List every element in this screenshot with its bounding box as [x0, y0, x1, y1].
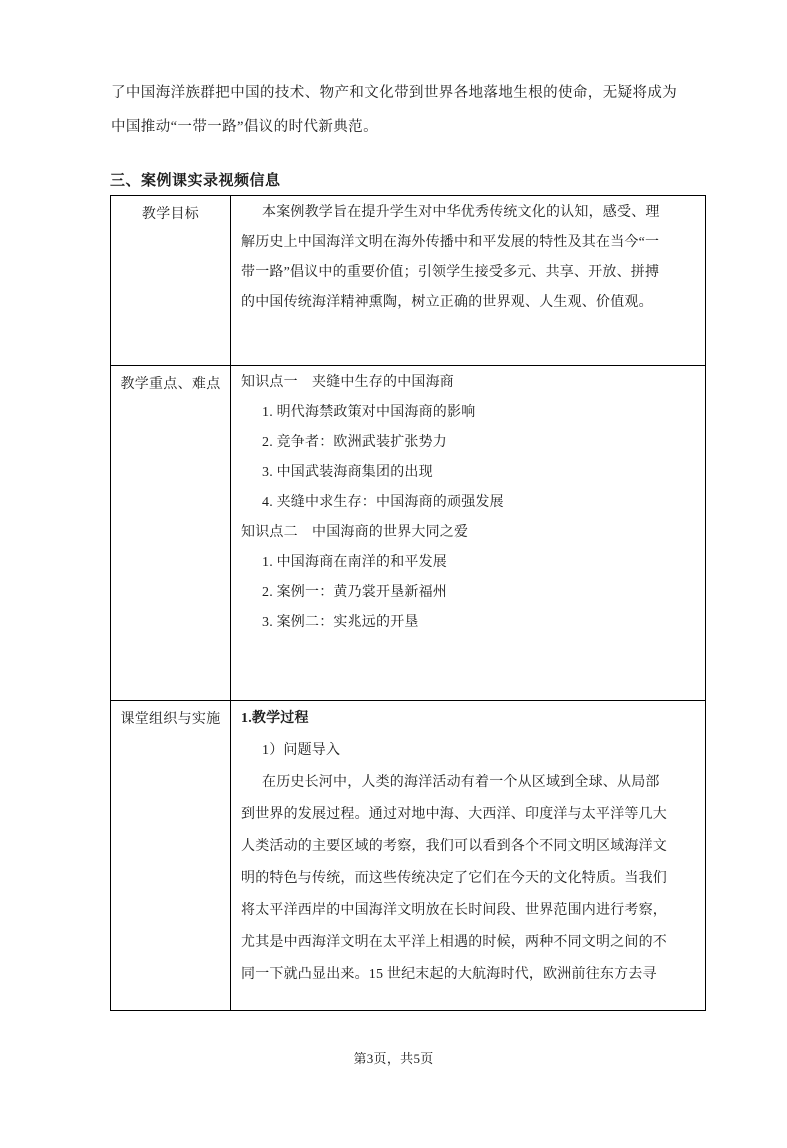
content-line: 知识点二 中国海商的世界大同之爱	[241, 525, 469, 540]
content-line: 2. 案例一：黄乃裳开垦新福州	[262, 585, 447, 600]
table-row-class-organization	[111, 701, 706, 1011]
content-line: 知识点一 夹缝中生存的中国海商	[241, 375, 454, 390]
content-line: 明的特色与传统，而这些传统决定了它们在今天的文化特质。当我们	[241, 871, 667, 886]
row-label-key-points: 教学重点、难点	[111, 366, 231, 701]
content-line: 将太平洋西岸的中国海洋文明放在长时间段、世界范围内进行考察，	[241, 903, 667, 918]
content-line: 到世界的发展过程。通过对地中海、大西洋、印度洋与太平洋等几大	[241, 807, 667, 822]
content-line: 1. 明代海禁政策对中国海商的影响	[262, 405, 476, 420]
content-line: 尤其是中西海洋文明在太平洋上相遇的时候，两种不同文明之间的不	[241, 935, 667, 950]
video-info-table	[110, 195, 706, 1011]
content-line: 在历史长河中，人类的海洋活动有着一个从区域到全球、从局部	[262, 775, 660, 790]
content-line: 1.教学过程	[241, 711, 309, 726]
row-label-teaching-goals: 教学目标	[111, 196, 231, 366]
row-content-teaching-goals	[231, 196, 706, 366]
page-number: 第3页，共5页	[353, 1051, 434, 1066]
content-line: 4. 夹缝中求生存：中国海商的顽强发展	[262, 495, 504, 510]
intro-line: 中国推动“一带一路”倡议的时代新典范。	[111, 119, 378, 135]
content-line: 1）问题导入	[262, 743, 341, 758]
content-line: 1. 中国海商在南洋的和平发展	[262, 555, 447, 570]
content-line: 解历史上中国海洋文明在海外传播中和平发展的特性及其在当今“一	[241, 235, 660, 250]
content-line: 3. 案例二：实兆远的开垦	[262, 615, 419, 630]
content-line: 2. 竞争者：欧洲武装扩张势力	[262, 435, 447, 450]
row-label-class-organization: 课堂组织与实施	[111, 701, 231, 1011]
content-line: 本案例教学旨在提升学生对中华优秀传统文化的认知，感受、理	[262, 205, 660, 220]
content-line: 同一下就凸显出来。15 世纪末起的大航海时代，欧洲前往东方去寻	[241, 967, 657, 982]
content-line: 带一路”倡议中的重要价值；引领学生接受多元、共享、开放、拼搏	[241, 265, 660, 280]
intro-paragraph	[111, 76, 678, 144]
content-line: 3. 中国武装海商集团的出现	[262, 465, 433, 480]
content-line: 的中国传统海洋精神熏陶，树立正确的世界观、人生观、价值观。	[241, 295, 653, 310]
row-content-class-organization	[231, 701, 706, 1011]
table-row-key-points	[111, 366, 706, 701]
content-line: 人类活动的主要区域的考察，我们可以看到各个不同文明区域海洋文	[241, 839, 667, 854]
section-heading: 三、案例课实录视频信息	[110, 173, 281, 189]
intro-line: 了中国海洋族群把中国的技术、物产和文化带到世界各地落地生根的使命，无疑将成为	[111, 85, 678, 101]
table-row-teaching-goals	[111, 196, 706, 366]
row-content-key-points	[231, 366, 706, 701]
